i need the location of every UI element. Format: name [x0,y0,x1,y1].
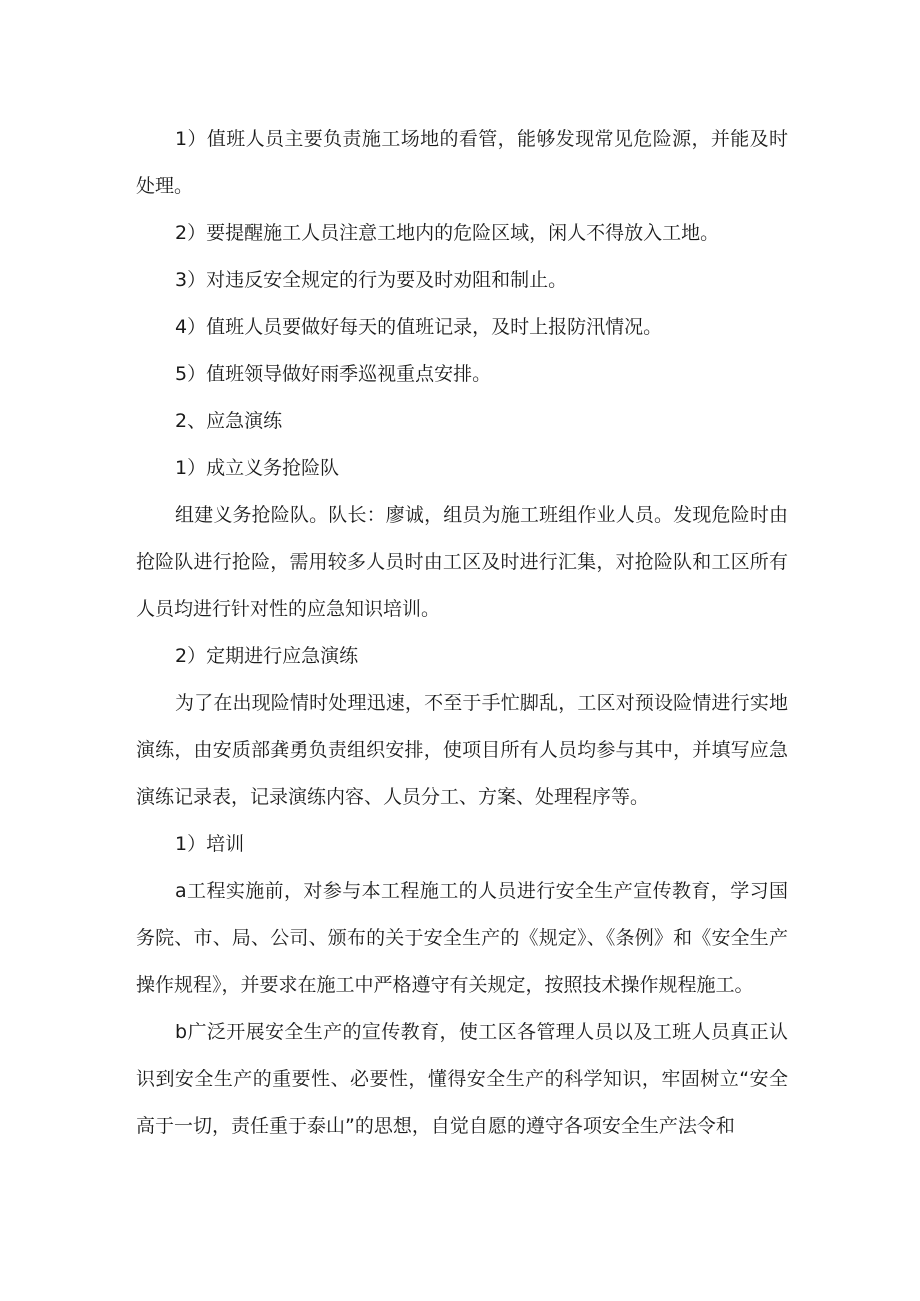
paragraph-regular-drills: 为了在出现险情时处理迅速，不至于手忙脚乱，工区对预设险情进行实地演练，由安质部龚勇负责组织安排，使项目所有人员均参与其中，并填写应急演练记录表，记录演练内容、人员分工、方案、处理程序等。 [136,692,788,808]
paragraph-duty-5: 5）值班领导做好雨季巡视重点安排。 [175,363,492,385]
subheading-rescue-team: 1）成立义务抢险队 [175,457,340,479]
subheading-regular-drills: 2）定期进行应急演练 [175,645,359,667]
section-heading-emergency-drill: 2、应急演练 [175,410,283,432]
paragraph-duty-1: 1）值班人员主要负责施工场地的看管，能够发现常见危险源，并能及时处理。 [136,128,788,197]
document-body [136,116,788,1150]
paragraph-training-a: a工程实施前，对参与本工程施工的人员进行安全生产宣传教育，学习国务院、市、局、公司、颁布的关于安全生产的《规定》、《条例》和《安全生产操作规程》，并要求在施工中严格遵守有关规定，按照技术操作规程施工。 [136,880,788,996]
paragraph-duty-2: 2）要提醒施工人员注意工地内的危险区域，闲人不得放入工地。 [175,222,720,244]
paragraph-training-b: b广泛开展安全生产的宣传教育，使工区各管理人员以及工班人员真正认识到安全生产的重要性、必要性，懂得安全生产的科学知识，牢固树立“安全高于一切，责任重于泰山”的思想，自觉自愿的遵守各项安全生产法令和 [136,1021,788,1137]
paragraph-duty-3: 3）对违反安全规定的行为要及时劝阻和制止。 [175,269,568,291]
subheading-training: 1）培训 [175,833,245,855]
paragraph-rescue-team: 组建义务抢险队。队长：廖诚，组员为施工班组作业人员。发现危险时由抢险队进行抢险，需用较多人员时由工区及时进行汇集，对抢险队和工区所有人员均进行针对性的应急知识培训。 [136,504,788,620]
paragraph-duty-4: 4）值班人员要做好每天的值班记录，及时上报防汛情况。 [175,316,663,338]
